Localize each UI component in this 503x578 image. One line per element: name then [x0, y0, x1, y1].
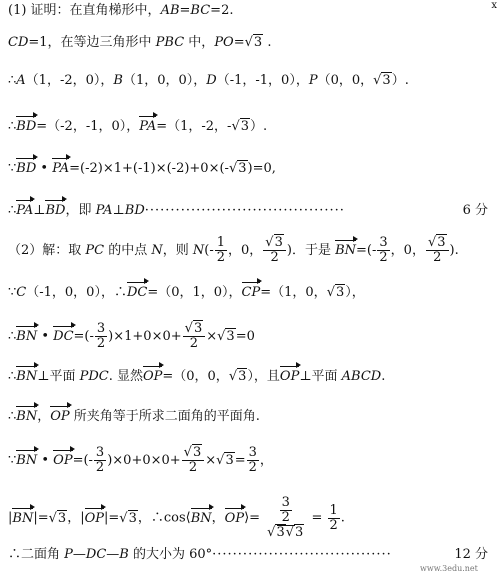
- footer-watermark: www.3edu.net: [420, 564, 478, 573]
- score-6: 6 分: [462, 203, 488, 218]
- line-10: ∴BN⊥平面 PDC. 显然OP=（0，0，√3），且OP⊥平面 ABCD.: [8, 369, 386, 384]
- line-12: ∵BN • OP=(- $\frac{3}{2}$ )×0+0×0+ $\frac{√3}{2}$ ×√3= $\frac{3}{2}$ ，: [8, 445, 273, 475]
- line-8: ∵C（-1，0，0），∴DC=（0，1，0），CP=（1，0，√3），: [8, 285, 365, 300]
- score-12: 12 分: [454, 547, 488, 562]
- line-11: ∴BN，OP 所夹角等于所求二面角的平面角.: [8, 409, 260, 424]
- line-9: ∴BN • DC=(- $\frac{3}{2}$ )×1+0×0+ $\frac{√3}{2}$ ×√3=0: [8, 321, 255, 351]
- line-4: ∴BD=（-2，-1，0），PA=（1，-2，-√3）.: [8, 119, 268, 134]
- corner-mark: x: [491, 0, 497, 11]
- line-2: CD=1，在等边三角形中 PBC 中，PO=√3 .: [8, 35, 272, 50]
- line-7: （2）解：取 PC 的中点 N，则 N(- $\frac{1}{2}$ ，0， $\frac{√3}{2}$ )．于是 BN=(- $\frac{3}{2}$ ，0， $\frac{√3}{2}$ ).: [8, 235, 459, 265]
- line-13: |BN|=√3，|OP|=√3，∴cos⟨BN，OP⟩= $\frac{\frac{3}{2}}{√3√3}$ = $\frac{1}{2}$ .: [8, 495, 345, 540]
- line-1: (1) 证明：在直角梯形中，AB=BC=2.: [8, 3, 234, 18]
- line-14: ∴二面角 P—DC—B 的大小为 60°··································· 12 分: [8, 547, 488, 562]
- line-6: ∴PA⊥BD，即 PA⊥BD······································· 6 分: [8, 203, 488, 218]
- line-5: ∵BD • PA=(-2)×1+(-1)×(-2)+0×(-√3)=0,: [8, 161, 276, 176]
- line-3: ∴A（1，-2，0），B（1，0，0），D（-1，-1，0），P（0，0，√3）.: [8, 73, 409, 88]
